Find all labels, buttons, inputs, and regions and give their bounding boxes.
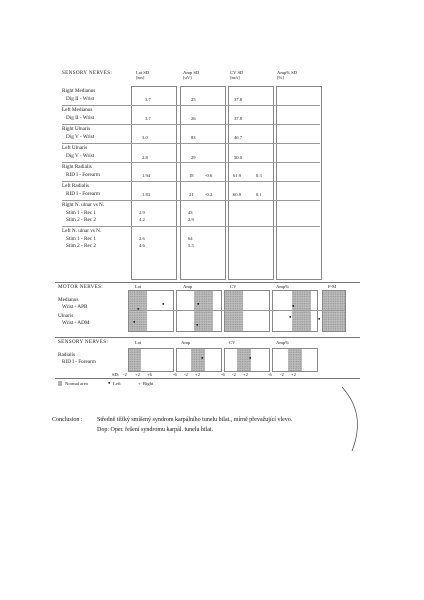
motor-nerve-segment: Wrist - ADM	[62, 320, 90, 326]
motor-col-cv: CV	[230, 284, 237, 289]
nerve-title: Right Radialis	[62, 164, 92, 170]
left-marker-icon: ●	[292, 303, 295, 308]
nerve-segment: RID I - Forearm	[66, 172, 100, 178]
row-divider	[128, 310, 344, 311]
motor-col-amppct: Amp%	[276, 284, 290, 289]
right-marker-icon: ●	[162, 301, 165, 306]
right-marker-icon: ●	[289, 314, 292, 319]
sensory-col-amp-header	[183, 70, 199, 80]
nerve-title: Right Ulnaris	[62, 126, 91, 132]
motor-cv-chart	[224, 290, 270, 332]
comparison-row-label: Stim 2 - Rec 2	[66, 217, 96, 223]
scale-tick: -6	[221, 372, 225, 377]
row-divider	[62, 200, 320, 201]
lat-value: 3.7	[145, 116, 151, 121]
motor-lat-chart	[128, 290, 174, 332]
normal-area-swatch	[58, 381, 62, 386]
sensory2-col-amppct: Amp%	[276, 340, 290, 345]
left-marker-icon: ●	[318, 316, 321, 321]
amp-value: 29	[191, 155, 196, 160]
sensory2-amppct-chart	[272, 348, 318, 372]
left-marker-icon: ●	[197, 301, 200, 306]
row-divider	[62, 124, 320, 125]
nerve-title: Left Medianus	[62, 107, 93, 113]
lat-value: 3.0	[142, 135, 148, 140]
motor-amp-chart	[176, 290, 222, 332]
row-divider	[62, 162, 320, 163]
amp-value: 83	[191, 135, 196, 140]
sensory-col-amppct-label: Amp% SD	[277, 70, 298, 75]
right-marker-icon: ●	[201, 355, 204, 360]
right-marker-icon: ●	[133, 319, 136, 324]
scale-tick: +2	[135, 372, 140, 377]
row-divider	[62, 105, 320, 106]
pen-stroke	[340, 385, 370, 455]
sensory2-col-lat: Lat	[135, 340, 142, 345]
cv-value: 50.0	[234, 155, 243, 160]
normal-area	[129, 291, 147, 331]
normal-area	[292, 291, 311, 331]
motor-nerve-segment: Wrist - APB	[62, 304, 88, 310]
comparison-title: Left N. ulnar vs N.	[62, 228, 102, 234]
sensory-lat-column	[131, 86, 177, 280]
conclusion-label: Conclusion :	[52, 417, 83, 423]
sensory-col-lat-unit: [ms]	[136, 75, 145, 80]
scale-tick: +2	[195, 372, 200, 377]
cv-value: 61.9	[233, 173, 242, 178]
scale-tick: -2	[232, 372, 236, 377]
lat-value: 2.8	[142, 155, 148, 160]
nerve-segment: Dig II - Wrist	[66, 115, 95, 121]
scale-tick: +2	[243, 372, 248, 377]
nerve-segment: RID I - Forearm	[66, 191, 100, 197]
nerve-segment: Dig V - Wrist	[66, 153, 95, 159]
sensory-col-amppct-header	[277, 70, 297, 80]
sensory-amppct-column	[276, 86, 322, 280]
sensory-header: SENSORY NERVES:	[62, 70, 113, 76]
amp-sd-value: -0.6	[205, 173, 213, 178]
sensory-col-lat-label: Lat SD	[136, 70, 150, 75]
lat-value: 3.7	[145, 97, 151, 102]
sensory-col-amppct-unit: [%]	[277, 75, 284, 80]
legend-right: Right	[143, 381, 154, 386]
section-divider	[55, 282, 360, 283]
comparison-row-label: Stim 1 - Rec 1	[66, 210, 96, 216]
sensory2-nerve-segment: RID I - Forearm	[62, 359, 96, 365]
amp-value: 26	[191, 116, 196, 121]
sensory-col-cv-label: CV SD	[230, 70, 244, 75]
lat-value: 1.94	[142, 173, 151, 178]
sensory2-col-amp: Amp	[181, 340, 191, 345]
amp-value: 5.5	[188, 243, 194, 248]
plus-icon: +	[138, 381, 141, 386]
row-divider	[62, 181, 320, 182]
sensory2-col-cv: CV	[229, 340, 236, 345]
comparison-row-label: Stim 1 - Rec 1	[66, 236, 96, 242]
nerve-title: Right Medianus	[62, 88, 96, 94]
scale-tick: -2	[123, 372, 127, 377]
left-marker-icon: ●	[137, 306, 140, 311]
normal-area	[225, 291, 243, 331]
sd-label: SD:	[112, 372, 120, 377]
cv-sd-value: 0.3	[256, 173, 262, 178]
lat-value: 2.9	[139, 210, 145, 215]
normal-area	[237, 349, 251, 371]
amp-value: 21	[189, 192, 194, 197]
sensory-col-amp-label: Amp SD	[183, 70, 200, 75]
motor-fm-chart	[322, 290, 346, 332]
scale-tick: -6	[268, 372, 272, 377]
nerve-title: Left Ulnaris	[62, 145, 88, 151]
scale-tick: -6	[173, 372, 177, 377]
normal-area	[129, 349, 141, 371]
cv-value: 46.7	[234, 135, 243, 140]
lat-value: 4.2	[139, 217, 145, 222]
motor-nerve-title: Ulnaris	[58, 313, 74, 319]
lat-value: 2.6	[139, 236, 145, 241]
comparison-row-label: Stim 2 - Rec 2	[66, 243, 96, 249]
recommendation-text: Dop: Oper. řešení syndromu karpál. tunelu bilat.	[97, 427, 214, 433]
motor-amppct-chart	[272, 290, 321, 332]
motor-header: MOTOR NERVES:	[58, 284, 104, 290]
comparison-title: Right N. ulnar vs N.	[62, 202, 105, 208]
amp-value: 43	[188, 210, 193, 215]
amp-value: 18	[189, 173, 194, 178]
cv-value: 37.8	[234, 97, 243, 102]
cv-value: 60.8	[233, 192, 242, 197]
section-divider	[55, 378, 360, 379]
lat-value: 1.83	[142, 192, 151, 197]
nerve-title: Left Radialis	[62, 183, 89, 189]
motor-col-lat: Lat	[135, 284, 142, 289]
sensory2-header: SENSORY NERVES:	[58, 339, 109, 345]
scale-tick: +2	[291, 372, 296, 377]
amp-sd-value: -0.2	[205, 192, 213, 197]
motor-col-fm: F-M	[328, 284, 337, 289]
sensory2-nerve-title: Radialis	[58, 352, 76, 358]
sensory-col-amp-unit: [uV]	[183, 75, 192, 80]
scale-tick: -2	[280, 372, 284, 377]
amp-value: 25	[191, 97, 196, 102]
amp-value: 64	[188, 236, 193, 241]
sensory2-amp-chart	[176, 348, 222, 372]
row-divider	[62, 143, 320, 144]
right-marker-icon: ●	[196, 322, 199, 327]
legend-left: Left	[113, 381, 121, 386]
sensory-col-cv-unit: [m/s]	[230, 75, 240, 80]
normal-area	[288, 349, 302, 371]
sensory2-lat-chart	[128, 348, 174, 372]
sensory-col-lat-header	[136, 70, 149, 80]
nerve-segment: Dig V - Wrist	[66, 134, 95, 140]
motor-col-amp: Amp	[183, 284, 193, 289]
lat-value: 4.6	[139, 243, 145, 248]
scale-tick: -2	[184, 372, 188, 377]
row-divider	[62, 226, 320, 227]
legend-normal-area: Normal area	[65, 381, 88, 386]
nerve-segment: Dig II - Wrist	[66, 96, 95, 102]
left-marker-icon: ●	[108, 380, 111, 385]
normal-area	[323, 291, 345, 331]
sensory2-cv-chart	[224, 348, 270, 372]
left-marker-icon: ●	[249, 355, 252, 360]
conclusion-text: Středně těžký smíšený syndrom karpálního tunelu bilat., mírně převažující vlevo.	[97, 417, 293, 423]
normal-area	[191, 349, 205, 371]
motor-nerve-title: Medianus	[58, 297, 79, 303]
sensory-col-cv-header	[230, 70, 243, 80]
cv-sd-value: 0.1	[256, 192, 262, 197]
section-divider	[55, 337, 360, 338]
scale-tick: +6	[147, 372, 152, 377]
sensory-amp-column	[180, 86, 226, 280]
cv-value: 37.8	[234, 116, 243, 121]
amp-value: 2.9	[188, 217, 194, 222]
